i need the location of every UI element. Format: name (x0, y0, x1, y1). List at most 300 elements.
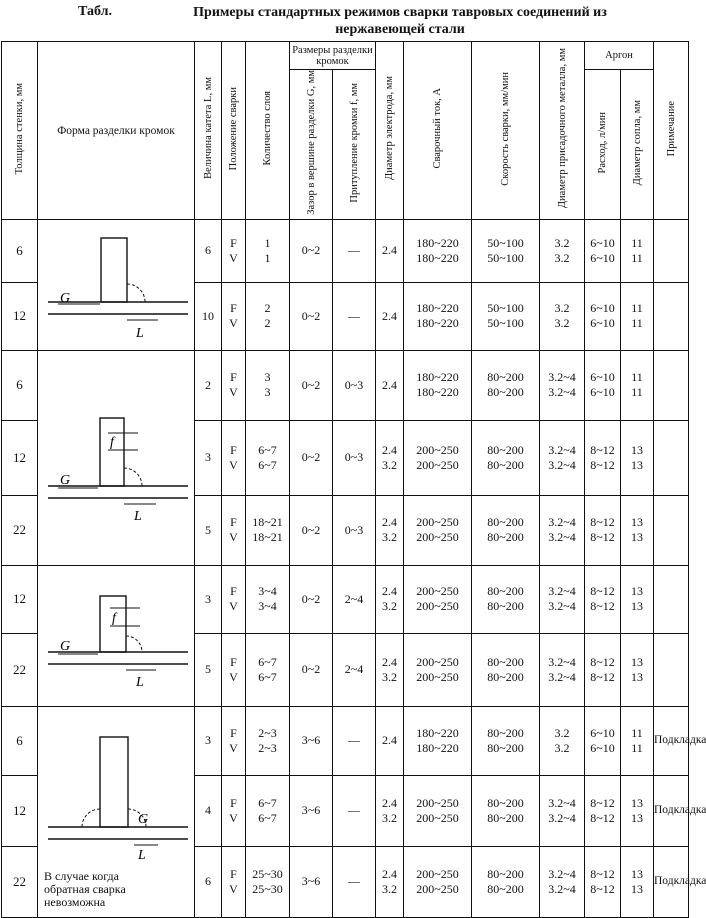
nozzle-value: 13 (631, 654, 643, 669)
flow-cell (585, 565, 621, 633)
speed-value: 80~200 (487, 457, 524, 472)
position-value: V (229, 810, 238, 825)
speed-value: 80~200 (487, 654, 524, 669)
flow-cell (585, 775, 621, 846)
flow-value: 8~12 (590, 866, 615, 881)
position-cell (222, 846, 246, 917)
note-cell (654, 282, 689, 350)
filler-cell (540, 350, 585, 420)
blunt-cell: — (333, 219, 376, 282)
layers-value: 2~3 (258, 740, 277, 755)
nozzle-cell (621, 219, 654, 282)
flow-cell (585, 634, 621, 707)
position-value: V (229, 599, 238, 614)
nozzle-value: 13 (631, 669, 643, 684)
col-shape: Форма разделки кромок (38, 42, 195, 220)
flow-value: 6~10 (590, 740, 615, 755)
note-cell (654, 495, 689, 565)
electrode-value: 3.2 (382, 457, 397, 472)
note-cell (654, 350, 689, 420)
note-cell: Подкладка (654, 846, 689, 917)
layers-cell (246, 634, 290, 707)
speed-value: 50~100 (487, 301, 524, 316)
layers-cell (246, 565, 290, 633)
speed-value: 80~200 (487, 810, 524, 825)
speed-value: 50~100 (487, 316, 524, 331)
layers-cell (246, 775, 290, 846)
flow-value: 6~10 (590, 316, 615, 331)
col-nozzle: Диаметр сопла, мм (621, 70, 654, 220)
nozzle-value: 13 (631, 866, 643, 881)
electrode-value: 2.4 (382, 515, 397, 530)
speed-cell (472, 350, 540, 420)
col-flow: Расход, л/мин (585, 70, 621, 220)
filler-value: 3.2~4 (548, 654, 576, 669)
position-value: F (230, 442, 237, 457)
speed-cell (472, 846, 540, 917)
blunt-cell: — (333, 775, 376, 846)
fig-label-l: L (136, 674, 144, 690)
flow-value: 8~12 (590, 584, 615, 599)
blunt-cell: — (333, 846, 376, 917)
gap-cell: 3~6 (290, 846, 333, 917)
speed-value: 80~200 (487, 740, 524, 755)
layers-value: 18~21 (252, 515, 283, 530)
current-cell (404, 775, 472, 846)
flow-value: 8~12 (590, 599, 615, 614)
layers-cell (246, 282, 290, 350)
col-edge-group: Размеры разделки кромок (290, 42, 376, 70)
current-value: 200~250 (416, 669, 459, 684)
layers-cell (246, 706, 290, 775)
col-electrode: Диаметр электрода, мм (376, 42, 404, 220)
flow-value: 6~10 (590, 725, 615, 740)
speed-value: 80~200 (487, 370, 524, 385)
gap-cell: 0~2 (290, 282, 333, 350)
current-value: 180~220 (416, 316, 459, 331)
layers-value: 2~3 (258, 725, 277, 740)
speed-value: 80~200 (487, 795, 524, 810)
filler-value: 3.2~4 (548, 530, 576, 545)
position-value: V (229, 881, 238, 896)
electrode-cell (376, 420, 404, 495)
electrode-value: 3.2 (382, 881, 397, 896)
layers-value: 25~30 (252, 881, 283, 896)
note-cell (654, 420, 689, 495)
layers-value: 6~7 (258, 654, 277, 669)
note-cell (654, 565, 689, 633)
nozzle-cell (621, 846, 654, 917)
current-value: 180~220 (416, 250, 459, 265)
t-joint-double-bevel-figure (38, 566, 193, 706)
nozzle-value: 13 (631, 810, 643, 825)
speed-cell (472, 565, 540, 633)
flow-value: 6~10 (590, 385, 615, 400)
position-value: V (229, 316, 238, 331)
leg-cell: 5 (195, 495, 222, 565)
filler-value: 3.2~4 (548, 810, 576, 825)
filler-value: 3.2~4 (548, 866, 576, 881)
speed-value: 80~200 (487, 725, 524, 740)
filler-value: 3.2 (554, 740, 570, 755)
speed-cell (472, 495, 540, 565)
col-layers: Количество слоя (246, 42, 290, 220)
filler-value: 3.2~4 (548, 669, 576, 684)
speed-cell (472, 634, 540, 707)
current-value: 180~220 (416, 725, 459, 740)
flow-value: 8~12 (590, 795, 615, 810)
speed-value: 80~200 (487, 866, 524, 881)
flow-value: 8~12 (590, 669, 615, 684)
filler-cell (540, 775, 585, 846)
nozzle-cell (621, 420, 654, 495)
speed-value: 50~100 (487, 250, 524, 265)
thickness-cell: 12 (2, 565, 38, 633)
electrode-cell (376, 634, 404, 707)
current-cell (404, 495, 472, 565)
nozzle-cell (621, 565, 654, 633)
table-label: Табл. (78, 4, 112, 19)
position-value: V (229, 250, 238, 265)
position-value: F (230, 725, 237, 740)
electrode-cell (376, 219, 404, 282)
leg-cell: 3 (195, 420, 222, 495)
layers-value: 6~7 (258, 442, 277, 457)
position-cell (222, 495, 246, 565)
filler-cell (540, 565, 585, 633)
thickness-cell: 22 (2, 846, 38, 917)
welding-modes-table (1, 41, 706, 918)
position-cell (222, 634, 246, 707)
nozzle-value: 11 (631, 385, 643, 400)
electrode-value: 2.4 (382, 654, 397, 669)
fig-label-g: G (138, 811, 149, 827)
layers-value: 6~7 (258, 669, 277, 684)
electrode-cell (376, 350, 404, 420)
blunt-cell: — (333, 282, 376, 350)
filler-cell (540, 282, 585, 350)
position-value: F (230, 584, 237, 599)
current-value: 200~250 (416, 599, 459, 614)
filler-cell (540, 846, 585, 917)
speed-cell (472, 706, 540, 775)
current-value: 200~250 (416, 584, 459, 599)
nozzle-value: 13 (631, 881, 643, 896)
position-value: F (230, 301, 237, 316)
nozzle-value: 11 (631, 250, 643, 265)
layers-value: 2 (264, 301, 271, 316)
leg-cell: 6 (195, 219, 222, 282)
electrode-value: 2.4 (382, 308, 397, 323)
electrode-cell (376, 775, 404, 846)
col-blunt: Притупление кромки f, мм (333, 70, 376, 220)
fig-label-l: L (134, 508, 142, 524)
nozzle-value: 11 (631, 725, 643, 740)
filler-cell (540, 634, 585, 707)
flow-value: 6~10 (590, 301, 615, 316)
position-value: V (229, 740, 238, 755)
layers-cell (246, 350, 290, 420)
electrode-cell (376, 282, 404, 350)
filler-cell (540, 706, 585, 775)
fig-label-g: G (60, 472, 71, 488)
leg-cell: 2 (195, 350, 222, 420)
nozzle-cell (621, 282, 654, 350)
col-speed: Скорость сварки, мм/мин (472, 42, 540, 220)
layers-value: 3 (264, 370, 271, 385)
electrode-cell (376, 846, 404, 917)
leg-cell: 4 (195, 775, 222, 846)
current-value: 180~220 (416, 301, 459, 316)
layers-value: 25~30 (252, 866, 283, 881)
current-value: 180~220 (416, 235, 459, 250)
col-position: Положение сварки (222, 42, 246, 220)
position-cell (222, 706, 246, 775)
flow-value: 6~10 (590, 250, 615, 265)
fig-label-g: G (60, 290, 71, 306)
filler-value: 3.2~4 (548, 584, 576, 599)
speed-value: 80~200 (487, 515, 524, 530)
layers-value: 1 (264, 235, 271, 250)
flow-cell (585, 495, 621, 565)
position-value: V (229, 385, 238, 400)
nozzle-value: 11 (631, 370, 643, 385)
fig-label-l: L (138, 847, 146, 863)
filler-value: 3.2~4 (548, 599, 576, 614)
layers-value: 6~7 (258, 795, 277, 810)
nozzle-value: 11 (631, 740, 643, 755)
nozzle-cell (621, 350, 654, 420)
position-cell (222, 350, 246, 420)
fig-label-f: f (110, 434, 114, 450)
table-row (2, 706, 689, 775)
leg-cell: 3 (195, 565, 222, 633)
layers-value: 1 (264, 250, 271, 265)
layers-value: 18~21 (252, 530, 283, 545)
col-current: Сварочный ток, А (404, 42, 472, 220)
flow-value: 8~12 (590, 654, 615, 669)
nozzle-value: 13 (631, 530, 643, 545)
position-value: F (230, 235, 237, 250)
filler-value: 3.2~4 (548, 515, 576, 530)
current-value: 200~250 (416, 515, 459, 530)
page-title: Примеры стандартных режимов сварки тавровых соединений из нержавеющей стали (193, 5, 607, 37)
current-value: 200~250 (416, 457, 459, 472)
filler-value: 3.2 (554, 725, 570, 740)
current-value: 200~250 (416, 866, 459, 881)
flow-value: 8~12 (590, 530, 615, 545)
filler-value: 3.2~4 (548, 370, 576, 385)
flow-value: 8~12 (590, 881, 615, 896)
gap-cell: 0~2 (290, 634, 333, 707)
position-value: V (229, 457, 238, 472)
fig-label-g: G (60, 638, 71, 654)
blunt-cell: 2~4 (333, 565, 376, 633)
flow-cell (585, 282, 621, 350)
col-note: Примечание (654, 42, 689, 220)
current-cell (404, 706, 472, 775)
shape-figure-cell (38, 219, 195, 350)
note-cell: Подкладка (654, 706, 689, 775)
speed-value: 80~200 (487, 584, 524, 599)
nozzle-cell (621, 495, 654, 565)
speed-value: 80~200 (487, 385, 524, 400)
blunt-cell: 0~3 (333, 350, 376, 420)
current-value: 180~220 (416, 370, 459, 385)
gap-cell: 0~2 (290, 350, 333, 420)
nozzle-cell (621, 706, 654, 775)
layers-value: 3 (264, 385, 271, 400)
nozzle-value: 11 (631, 235, 643, 250)
electrode-value: 2.4 (382, 733, 397, 748)
flow-cell (585, 219, 621, 282)
position-value: F (230, 370, 237, 385)
position-value: F (230, 795, 237, 810)
nozzle-cell (621, 775, 654, 846)
current-value: 200~250 (416, 442, 459, 457)
current-value: 200~250 (416, 530, 459, 545)
electrode-value: 3.2 (382, 599, 397, 614)
shape-figure-cell (38, 350, 195, 565)
electrode-value: 3.2 (382, 669, 397, 684)
current-cell (404, 420, 472, 495)
gap-cell: 3~6 (290, 775, 333, 846)
position-cell (222, 219, 246, 282)
note-cell (654, 634, 689, 707)
position-value: V (229, 530, 238, 545)
filler-value: 3.2 (554, 301, 570, 316)
flow-cell (585, 420, 621, 495)
col-leg: Величина катета L, мм (195, 42, 222, 220)
table-row (2, 219, 689, 282)
table-row (2, 350, 689, 420)
figure-note: В случае когда обратная сварка невозможна (44, 868, 126, 909)
flow-value: 8~12 (590, 457, 615, 472)
table-caption (0, 0, 690, 40)
current-value: 200~250 (416, 795, 459, 810)
thickness-cell: 12 (2, 282, 38, 350)
blunt-cell: — (333, 706, 376, 775)
speed-value: 80~200 (487, 669, 524, 684)
flow-value: 8~12 (590, 810, 615, 825)
electrode-value: 2.4 (382, 584, 397, 599)
filler-value: 3.2 (554, 235, 570, 250)
position-value: F (230, 515, 237, 530)
filler-value: 3.2~4 (548, 457, 576, 472)
thickness-cell: 22 (2, 495, 38, 565)
leg-cell: 5 (195, 634, 222, 707)
flow-value: 8~12 (590, 515, 615, 530)
layers-cell (246, 219, 290, 282)
layers-cell (246, 495, 290, 565)
current-cell (404, 565, 472, 633)
shape-figure-cell (38, 565, 195, 706)
speed-value: 80~200 (487, 599, 524, 614)
flow-cell (585, 350, 621, 420)
flow-value: 6~10 (590, 235, 615, 250)
electrode-value: 2.4 (382, 442, 397, 457)
note-cell (654, 219, 689, 282)
col-gap: Зазор в вершине разделки G, мм (290, 70, 333, 220)
current-cell (404, 634, 472, 707)
layers-value: 2 (264, 316, 271, 331)
speed-value: 50~100 (487, 235, 524, 250)
flow-cell (585, 846, 621, 917)
thickness-cell: 6 (2, 350, 38, 420)
t-joint-bevel-figure (38, 358, 193, 558)
filler-value: 3.2~4 (548, 881, 576, 896)
nozzle-value: 13 (631, 442, 643, 457)
filler-value: 3.2 (554, 316, 570, 331)
filler-cell (540, 495, 585, 565)
current-value: 200~250 (416, 654, 459, 669)
filler-value: 3.2~4 (548, 385, 576, 400)
thickness-cell: 6 (2, 219, 38, 282)
position-cell (222, 420, 246, 495)
layers-value: 3~4 (258, 584, 277, 599)
current-value: 200~250 (416, 810, 459, 825)
shape-figure-cell (38, 706, 195, 917)
electrode-value: 2.4 (382, 377, 397, 392)
note-cell: Подкладка (654, 775, 689, 846)
thickness-cell: 12 (2, 420, 38, 495)
current-value: 180~220 (416, 740, 459, 755)
col-filler: Диаметр присадочного металла, мм (540, 42, 585, 220)
nozzle-value: 13 (631, 795, 643, 810)
col-argon-group: Аргон (585, 42, 654, 70)
layers-cell (246, 846, 290, 917)
blunt-cell: 0~3 (333, 495, 376, 565)
nozzle-value: 11 (631, 316, 643, 331)
position-cell (222, 775, 246, 846)
filler-value: 3.2~4 (548, 795, 576, 810)
nozzle-value: 13 (631, 599, 643, 614)
speed-cell (472, 219, 540, 282)
current-cell (404, 350, 472, 420)
speed-value: 80~200 (487, 881, 524, 896)
electrode-cell (376, 565, 404, 633)
current-value: 200~250 (416, 881, 459, 896)
filler-cell (540, 420, 585, 495)
electrode-cell (376, 495, 404, 565)
position-cell (222, 565, 246, 633)
electrode-value: 2.4 (382, 795, 397, 810)
gap-cell: 0~2 (290, 219, 333, 282)
leg-cell: 6 (195, 846, 222, 917)
current-cell (404, 219, 472, 282)
gap-cell: 3~6 (290, 706, 333, 775)
gap-cell: 0~2 (290, 420, 333, 495)
leg-cell: 10 (195, 282, 222, 350)
position-value: V (229, 669, 238, 684)
current-value: 180~220 (416, 385, 459, 400)
electrode-value: 3.2 (382, 530, 397, 545)
position-value: F (230, 654, 237, 669)
filler-value: 3.2~4 (548, 442, 576, 457)
layers-cell (246, 420, 290, 495)
position-cell (222, 282, 246, 350)
blunt-cell: 2~4 (333, 634, 376, 707)
col-thickness: Толщина стенки, мм (2, 42, 38, 220)
position-value: F (230, 866, 237, 881)
current-cell (404, 846, 472, 917)
speed-value: 80~200 (487, 530, 524, 545)
leg-cell: 3 (195, 706, 222, 775)
thickness-cell: 6 (2, 706, 38, 775)
thickness-cell: 12 (2, 775, 38, 846)
speed-value: 80~200 (487, 442, 524, 457)
nozzle-value: 13 (631, 584, 643, 599)
